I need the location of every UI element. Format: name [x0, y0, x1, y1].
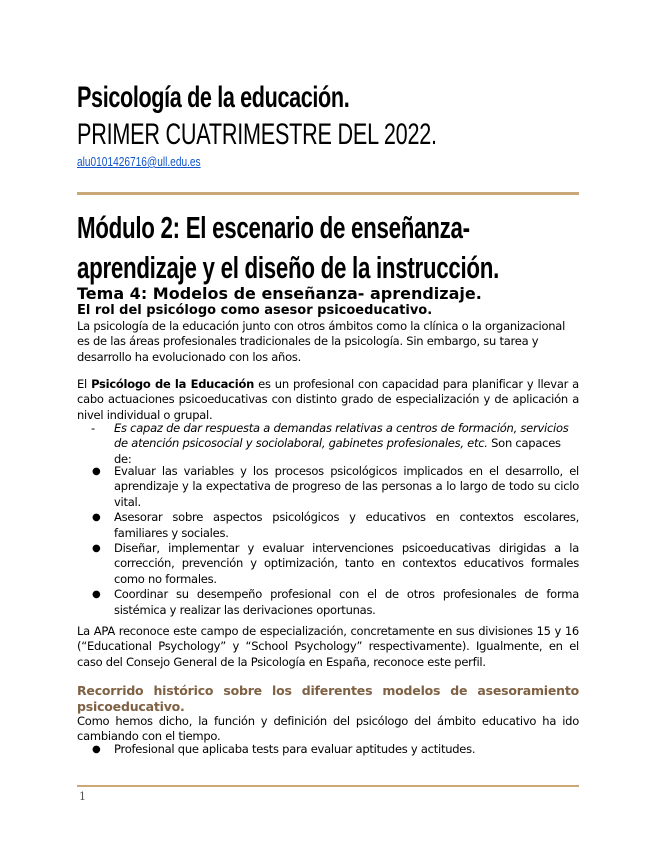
intro-paragraph: La psicología de la educación junto con otros ámbitos como la clínica o la organizacional es de las áreas profesionales tradicionales de la psicología. Sin embargo, su tarea y desarrollo ha evolucionado con los años. — [77, 319, 566, 364]
module-title — [77, 208, 499, 288]
section-heading-recorrido: Recorrido histórico sobre los diferentes modelos de asesoramiento psicoeducativo. — [77, 683, 579, 714]
list-item-text: Coordinar su desempeño profesional con el de otros profesionales de forma sistémica y realizar las derivaciones oportunas. — [114, 587, 579, 617]
module-title-line2: aprendizaje y el diseño de la instrucción. — [77, 250, 500, 285]
tema-heading: Tema 4: Modelos de enseñanza- aprendizaje. — [77, 284, 482, 303]
page-number: 1 — [79, 790, 86, 803]
list-item — [77, 541, 579, 587]
list-item — [77, 510, 579, 541]
capabilities-list — [77, 464, 579, 618]
list-item — [77, 587, 579, 618]
dash-list-item — [77, 421, 579, 467]
list-item-text: Profesional que aplicaba tests para evaluar aptitudes y actitudes. — [114, 742, 476, 756]
apa-paragraph: La APA reconoce este campo de especialización, concretamente en sus divisiones 15 y 16 (“Educational Psychology” y “School Psychology” respectivamente). Igualmente, en el caso del Consejo General de la Psicología en España, reconoce este perfil. — [77, 624, 579, 669]
list-item-text: Diseñar, implementar y evaluar intervenciones psicoeducativas dirigidas a la corrección, prevención y optimización, tanto en contextos educativos formales como no formales. — [114, 541, 579, 586]
dash-rest-text: Son capaces de: — [114, 436, 561, 466]
bullet-icon: ● — [92, 512, 101, 524]
bullet-icon: ● — [92, 466, 101, 477]
list-item-text: Evaluar las variables y los procesos psicológicos implicados en el desarrollo, el aprendizaje y la expectativa de progreso de las personas a lo largo de todo su ciclo vital. — [114, 464, 579, 509]
bullet-icon: ● — [92, 589, 101, 601]
list-item-text: Asesorar sobre aspectos psicológicos y educativos en contextos escolares, familiares y sociales. — [114, 510, 579, 540]
module-title-line1: Módulo 2: El escenario de enseñanza- — [77, 210, 470, 245]
recorrido-intro-paragraph: Como hemos dicho, la función y definición del psicólogo del ámbito educativo ha ido cambiando con el tiempo. — [77, 714, 579, 744]
email-link[interactable]: alu0101426716@ull.edu.es — [77, 154, 201, 169]
psicologo-rest: es un profesional con capacidad para planificar y llevar a cabo actuaciones psicoeducativas con distinto grado de especialización y de aplicación a nivel individual o grupal. — [77, 377, 579, 422]
recorrido-list — [77, 742, 579, 757]
list-item — [77, 464, 579, 510]
psicologo-paragraph — [77, 377, 579, 423]
header-divider — [77, 192, 579, 195]
document-page — [77, 0, 579, 848]
dash-italic-text: Es capaz de dar respuesta a demandas relativas a centros de formación, servicios de atención psicosocial y sociolaboral, gabinetes profesionales, etc. — [114, 421, 569, 451]
document-title: Psicología de la educación. — [77, 81, 350, 114]
psicologo-prefix: El — [77, 377, 92, 391]
list-item — [77, 742, 579, 757]
section-heading-rol: El rol del psicólogo como asesor psicoeducativo. — [77, 303, 433, 318]
document-subtitle: PRIMER CUATRIMESTRE DEL 2022. — [77, 118, 437, 151]
footer-divider — [77, 785, 579, 787]
bullet-icon: ● — [92, 543, 101, 555]
psicologo-bold: Psicólogo de la Educación — [91, 377, 255, 391]
dash-marker: - — [91, 421, 95, 435]
bullet-icon: ● — [92, 744, 101, 755]
